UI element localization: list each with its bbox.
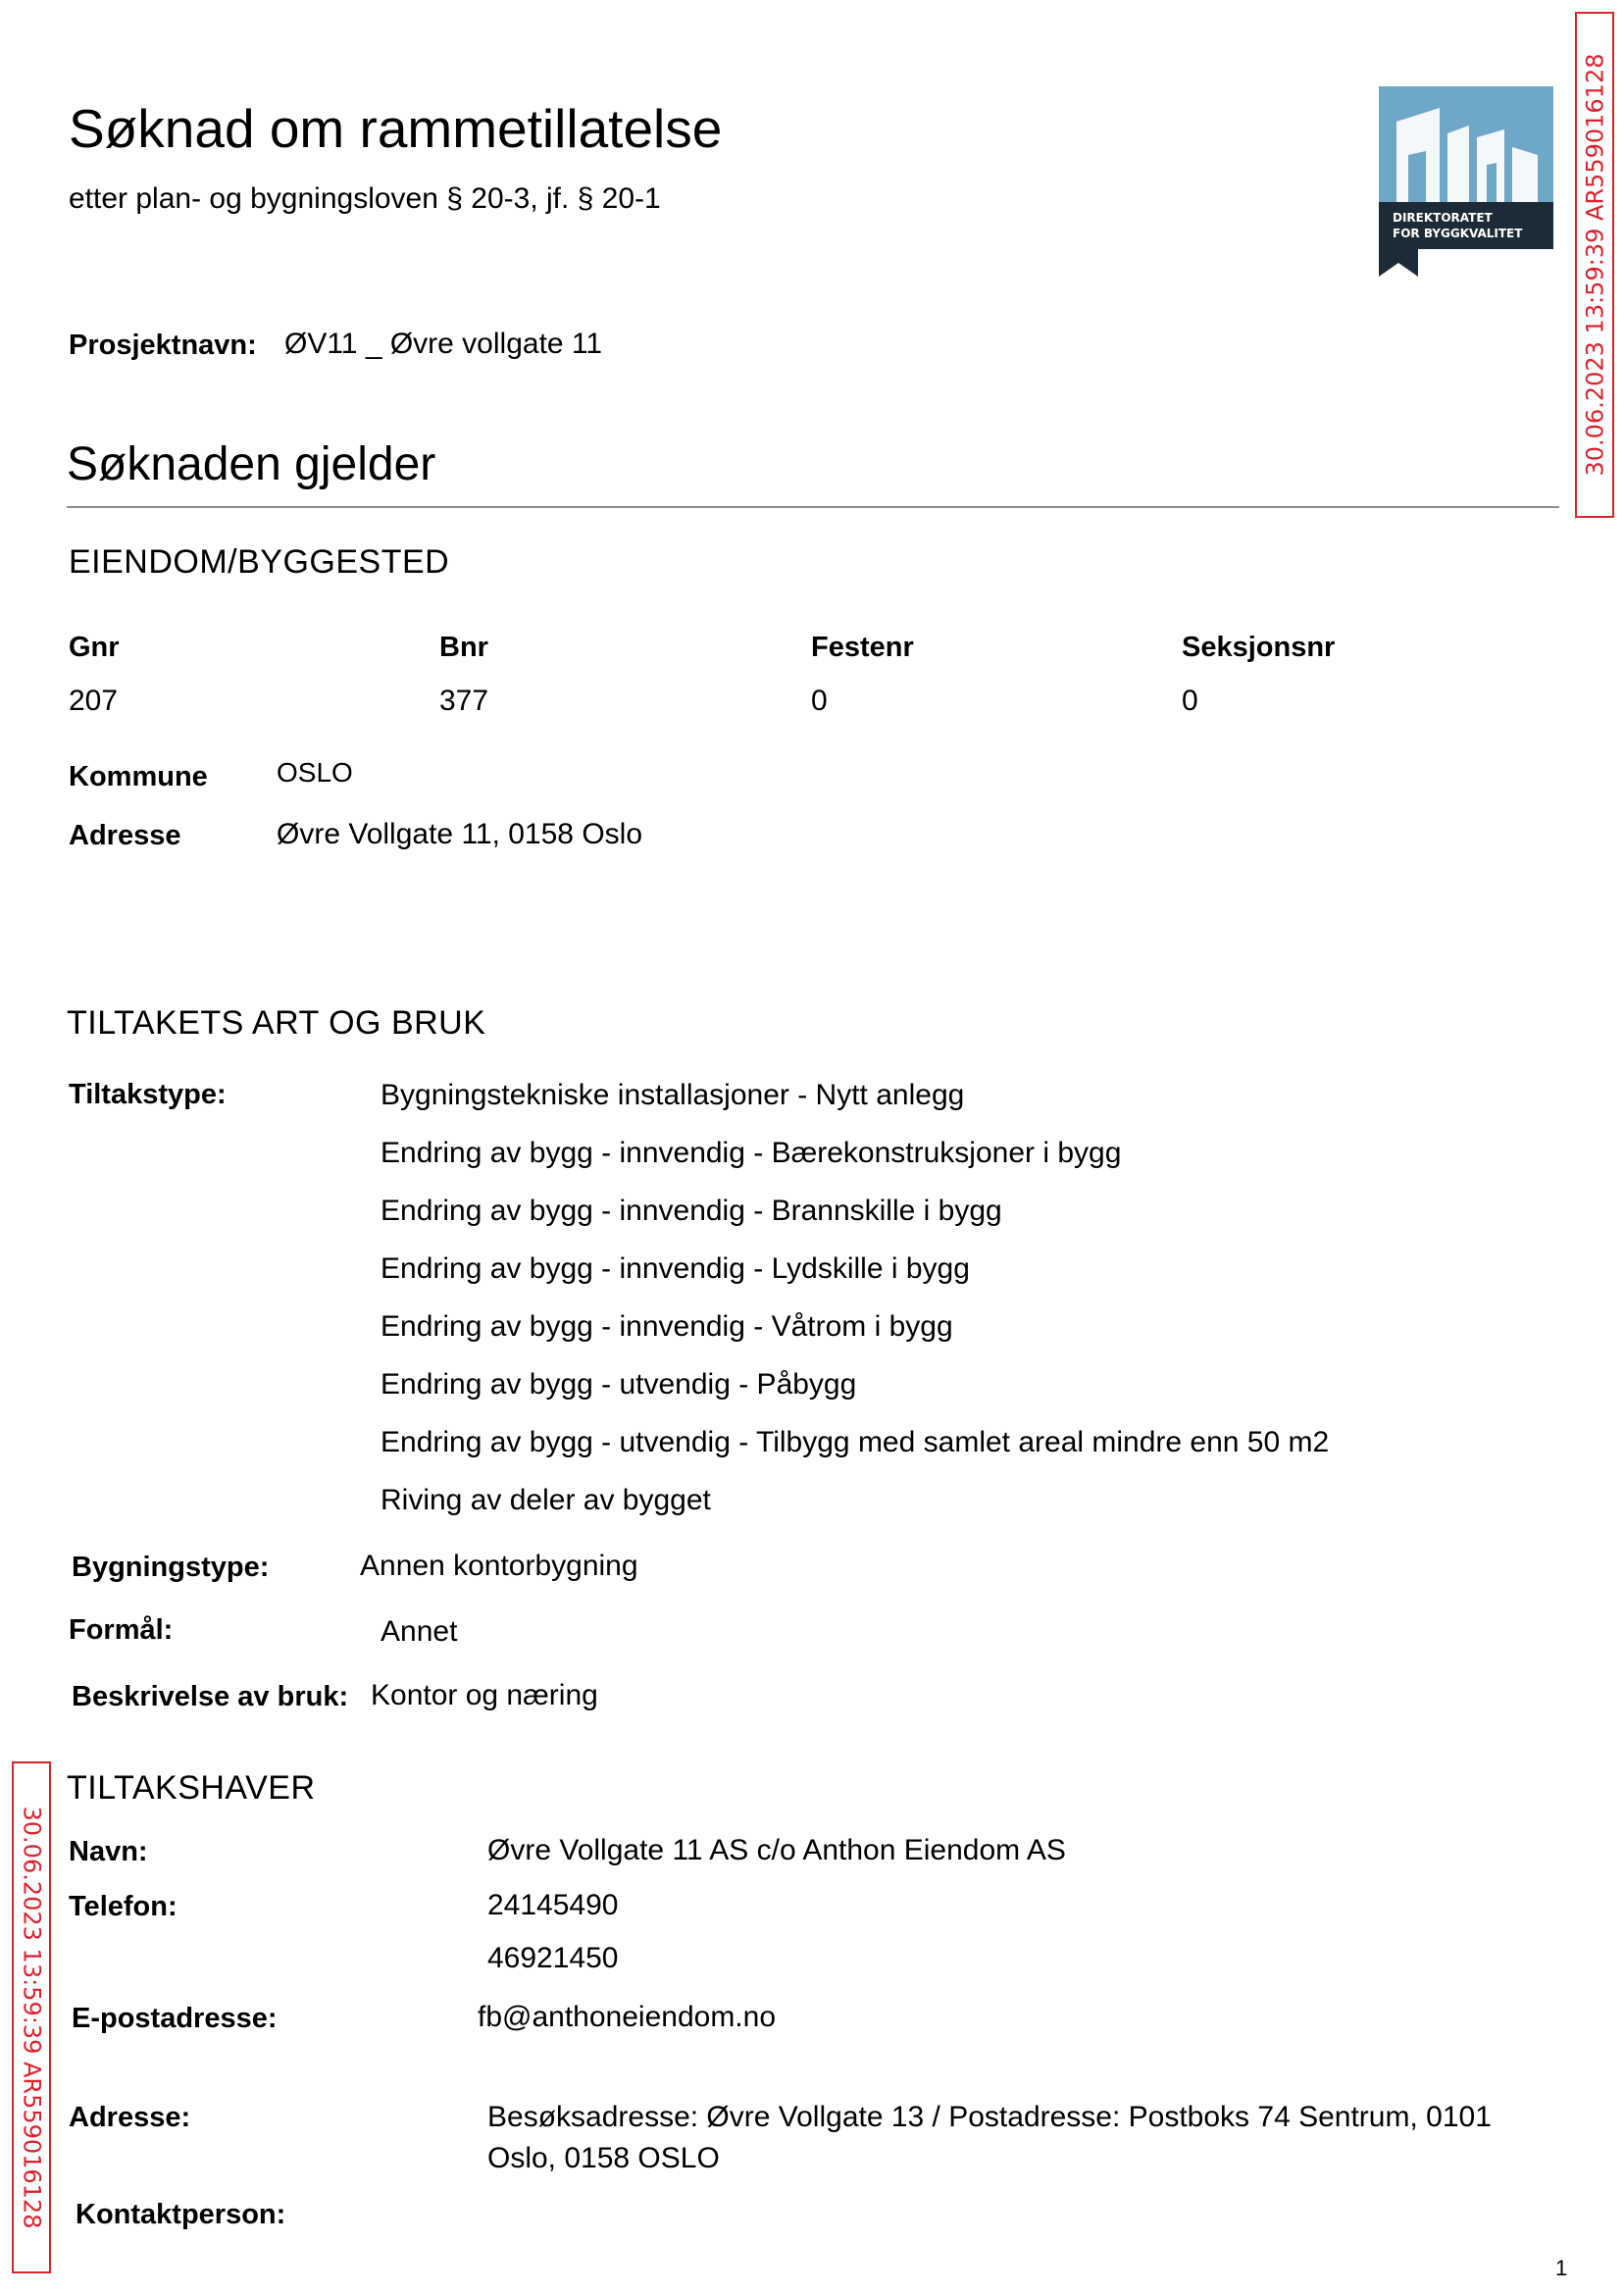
festenr-value: 0 bbox=[811, 685, 828, 717]
tiltakstype-item: Endring av bygg - utvendig - Tilbygg med samlet areal mindre enn 50 m2 bbox=[381, 1426, 1330, 1458]
bruk-value: Kontor og næring bbox=[371, 1679, 598, 1711]
subheading-tiltak: TILTAKETS ART OG BRUK bbox=[67, 1004, 486, 1042]
tiltakstype-item: Endring av bygg - innvendig - Lydskille i bygg bbox=[381, 1252, 970, 1285]
seksjonsnr-value: 0 bbox=[1182, 685, 1198, 717]
adresse-value: Øvre Vollgate 11, 0158 Oslo bbox=[277, 818, 643, 850]
document-subtitle: etter plan- og bygningsloven § 20-3, jf. § 20-1 bbox=[69, 182, 661, 215]
tiltakshaver-adresse-line2: Oslo, 0158 OSLO bbox=[487, 2142, 720, 2174]
logo-line1: DIREKTORATET bbox=[1393, 211, 1493, 225]
telefon-value-2: 46921450 bbox=[487, 1942, 619, 1974]
kommune-value: OSLO bbox=[277, 757, 353, 788]
section-divider bbox=[67, 506, 1559, 508]
tiltakstype-item: Riving av deler av bygget bbox=[381, 1484, 711, 1516]
logo-line2: FOR BYGGKVALITET bbox=[1393, 227, 1523, 240]
navn-value: Øvre Vollgate 11 AS c/o Anthon Eiendom AS bbox=[487, 1834, 1066, 1866]
epost-value: fb@anthoneiendom.no bbox=[478, 2001, 777, 2033]
formal-label: Formål: bbox=[69, 1614, 174, 1646]
tiltakstype-label: Tiltakstype: bbox=[69, 1079, 227, 1110]
kommune-label: Kommune bbox=[69, 761, 208, 792]
archive-stamp-text: 30.06.2023 13:59:39 AR559016128 bbox=[18, 1806, 46, 2229]
telefon-value-1: 24145490 bbox=[487, 1889, 619, 1921]
tiltakshaver-adresse-line1: Besøksadresse: Øvre Vollgate 13 / Postadresse: Postboks 74 Sentrum, 0101 bbox=[487, 2101, 1492, 2133]
kontaktperson-label: Kontaktperson: bbox=[76, 2199, 286, 2230]
adresse-label: Adresse bbox=[69, 820, 181, 851]
bygningstype-value: Annen kontorbygning bbox=[360, 1550, 638, 1582]
tiltakstype-item: Endring av bygg - innvendig - Brannskille i bygg bbox=[381, 1195, 1002, 1227]
navn-label: Navn: bbox=[69, 1836, 148, 1867]
bnr-value: 377 bbox=[439, 685, 489, 717]
tiltakstype-item: Bygningstekniske installasjoner - Nytt anlegg bbox=[381, 1079, 965, 1111]
gnr-value: 207 bbox=[69, 685, 119, 717]
section-heading-soknaden: Søknaden gjelder bbox=[67, 438, 436, 490]
seksjonsnr-label: Seksjonsnr bbox=[1182, 632, 1336, 663]
page-number: 1 bbox=[1555, 2256, 1568, 2280]
project-name-value: ØV11 _ Øvre vollgate 11 bbox=[284, 328, 603, 360]
document-title: Søknad om rammetillatelse bbox=[69, 98, 723, 159]
bruk-label: Beskrivelse av bruk: bbox=[72, 1681, 349, 1712]
formal-value: Annet bbox=[381, 1615, 458, 1648]
festenr-label: Festenr bbox=[811, 632, 914, 663]
subheading-eiendom: EIENDOM/BYGGESTED bbox=[69, 543, 450, 581]
bygningstype-label: Bygningstype: bbox=[72, 1552, 270, 1583]
tiltakshaver-adresse-label: Adresse: bbox=[69, 2102, 191, 2133]
dibk-logo-icon bbox=[1379, 86, 1553, 277]
dibk-logo bbox=[1379, 86, 1553, 277]
tiltakstype-item: Endring av bygg - innvendig - Bærekonstruksjoner i bygg bbox=[381, 1137, 1122, 1169]
archive-stamp-text: 30.06.2023 13:59:39 AR559016128 bbox=[1581, 53, 1609, 477]
telefon-label: Telefon: bbox=[69, 1891, 178, 1922]
tiltakstype-item: Endring av bygg - innvendig - Våtrom i bygg bbox=[381, 1310, 953, 1343]
subheading-tiltakshaver: TILTAKSHAVER bbox=[67, 1769, 316, 1807]
bnr-label: Bnr bbox=[439, 632, 488, 663]
gnr-label: Gnr bbox=[69, 632, 120, 663]
archive-stamp-left bbox=[12, 1761, 51, 2273]
project-name-label: Prosjektnavn: bbox=[69, 330, 257, 361]
epost-label: E-postadresse: bbox=[72, 2003, 278, 2034]
archive-stamp-right bbox=[1575, 12, 1614, 518]
tiltakstype-item: Endring av bygg - utvendig - Påbygg bbox=[381, 1368, 857, 1401]
